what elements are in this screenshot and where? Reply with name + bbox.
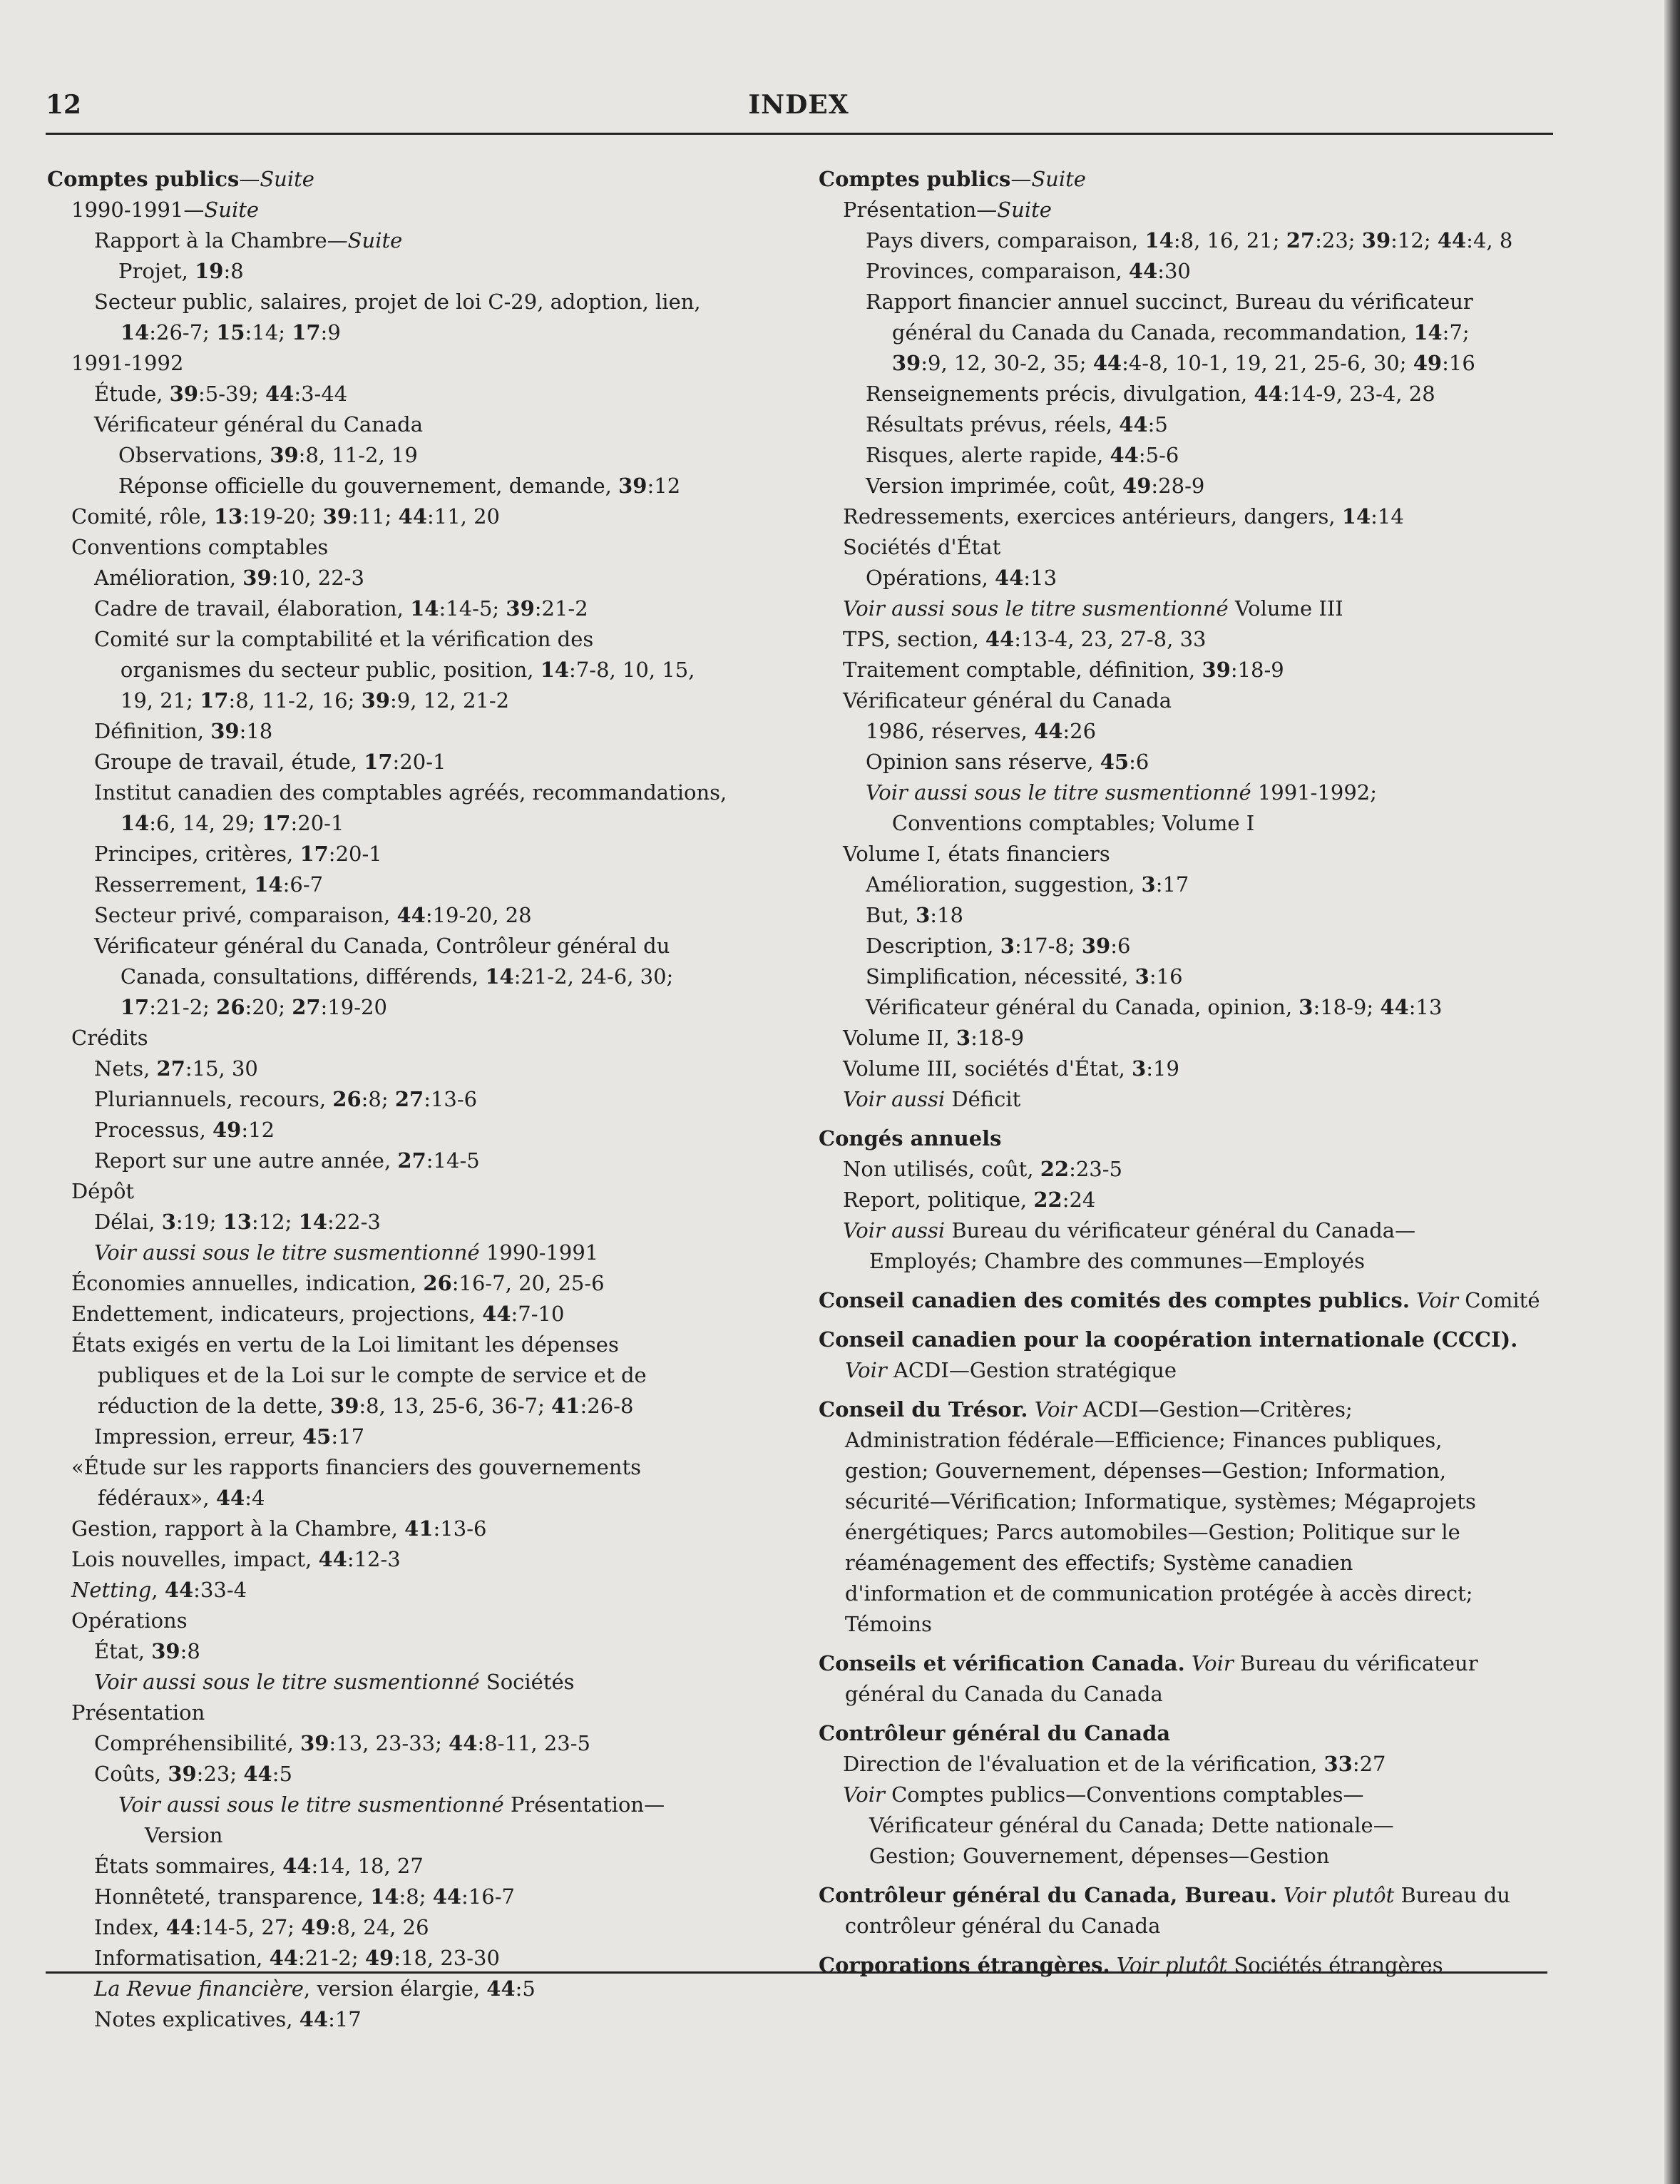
index-column-left xyxy=(47,164,785,2035)
index-entry xyxy=(47,1176,785,1207)
index-entry xyxy=(819,685,1553,716)
index-entry-text: Voir aussi sous le titre susmentionné Volume III xyxy=(843,596,1343,621)
page-number: 12 xyxy=(46,90,82,120)
index-entry xyxy=(819,563,1553,593)
index-entry-text: État, 39:8 xyxy=(94,1639,200,1663)
index-entry-text: Comptes publics—Suite xyxy=(47,167,314,191)
index-entry xyxy=(47,563,785,593)
index-entry xyxy=(819,593,1553,624)
index-entry xyxy=(47,348,785,379)
index-entry-text: Pays divers, comparaison, 14:8, 16, 21; 27:23; 39:12; 44:4, 8 xyxy=(866,228,1513,252)
index-entry xyxy=(819,1053,1553,1084)
index-entry-text: Réponse officielle du gouvernement, demande, 39:12 xyxy=(118,474,681,498)
index-entry-text: Opérations, 44:13 xyxy=(866,566,1057,590)
index-entry-text: Rapport à la Chambre—Suite xyxy=(94,228,403,252)
index-entry xyxy=(47,1238,785,1268)
index-entry-text: Observations, 39:8, 11-2, 19 xyxy=(118,443,418,467)
index-entry-text: Étude, 39:5-39; 44:3-44 xyxy=(94,382,348,406)
index-entry-text: Non utilisés, coût, 22:23-5 xyxy=(843,1157,1122,1181)
page-binding-edge xyxy=(1664,0,1680,2184)
index-entry-text: Provinces, comparaison, 44:30 xyxy=(866,259,1191,283)
index-entry xyxy=(47,1299,785,1330)
index-entry-text: 1990-1991—Suite xyxy=(71,198,260,222)
index-entry xyxy=(47,379,785,409)
index-heading xyxy=(819,1123,1553,1154)
index-entry-text: Vérificateur général du Canada xyxy=(94,412,423,437)
index-entry-text: Direction de l'évaluation et de la vérification, 33:27 xyxy=(843,1752,1386,1776)
index-entry xyxy=(47,1882,785,1912)
index-entry-text: Redressements, exercices antérieurs, dangers, 14:14 xyxy=(843,504,1404,529)
index-entry xyxy=(819,900,1553,931)
index-entry-text: Conseil canadien des comités des comptes publics. Voir Comité xyxy=(819,1288,1540,1312)
index-entry xyxy=(819,1185,1553,1215)
index-column-right xyxy=(819,164,1553,1981)
index-entry xyxy=(47,1575,785,1606)
index-entry xyxy=(819,1780,1553,1872)
index-entry-text: Volume II, 3:18-9 xyxy=(843,1026,1025,1050)
index-entry-text: Définition, 39:18 xyxy=(94,719,273,743)
index-entry xyxy=(819,716,1553,747)
index-entry xyxy=(47,1268,785,1299)
header-rule xyxy=(46,133,1553,135)
index-entry xyxy=(47,1084,785,1115)
index-entry-text: Dépôt xyxy=(71,1179,135,1203)
index-entry-text: Voir aussi sous le titre susmentionné 1991-1992; Conventions comptables; Volume I xyxy=(866,780,1378,835)
index-entry xyxy=(819,409,1553,440)
index-entry-text: Resserrement, 14:6-7 xyxy=(94,872,324,897)
index-entry-text: Rapport financier annuel succinct, Bureau du vérificateur général du Canada du Canada, recommandation, 14:7; 39:9, 12, 30-2, 35; 44:4-8, 10-1, 19, 21, 25-6, 30; 49:16 xyxy=(866,290,1475,375)
index-entry xyxy=(819,624,1553,655)
index-entry xyxy=(819,777,1553,839)
index-entry xyxy=(819,379,1553,409)
index-entry-text: Voir aussi Bureau du vérificateur général du Canada— Employés; Chambre des communes—Employés xyxy=(843,1218,1416,1273)
index-entry xyxy=(47,1452,785,1514)
index-entry xyxy=(47,1790,785,1851)
index-entry-text: Honnêteté, transparence, 14:8; 44:16-7 xyxy=(94,1884,515,1909)
index-entry xyxy=(47,440,785,471)
index-entry-text: Informatisation, 44:21-2; 49:18, 23-30 xyxy=(94,1946,500,1970)
index-heading xyxy=(819,1285,1553,1316)
index-entry xyxy=(819,747,1553,777)
index-entry-text: Principes, critères, 17:20-1 xyxy=(94,842,382,866)
index-entry xyxy=(819,440,1553,471)
index-entry-text: Endettement, indicateurs, projections, 44:7-10 xyxy=(71,1302,565,1326)
index-entry xyxy=(47,1207,785,1238)
index-entry-text: Vérificateur général du Canada, Contrôleur général du Canada, consultations, différends, 14:21-2, 24-6, 30; 17:21-2; 26:20; 27:19-20 xyxy=(94,934,674,1019)
index-entry-text: Comité sur la comptabilité et la vérification des organismes du secteur public, position, 14:7-8, 10, 15, 19, 21; 17:8, 11-2, 16; 39:9, 12, 21-2 xyxy=(94,627,695,713)
index-entry-text: Conseil du Trésor. Voir ACDI—Gestion—Critères; Administration fédérale—Efficience; Finances publiques, gestion; Gouvernement, dépenses—Gestion; Information, sécurité—Vérification; Informatique, systèmes; Mégaprojets énergétiques; Parcs automobiles—Gestion; Politique sur le réaménagement des effectifs; Système canadien d'information et de communication protégée à accès direct; Témoins xyxy=(819,1397,1476,1636)
index-entry xyxy=(47,747,785,777)
index-heading xyxy=(819,1950,1553,1981)
index-entry-text: Description, 3:17-8; 39:6 xyxy=(866,934,1131,958)
index-heading xyxy=(819,1325,1553,1386)
index-entry xyxy=(47,1636,785,1667)
index-entry-text: Vérificateur général du Canada xyxy=(843,688,1172,713)
index-entry-text: Congés annuels xyxy=(819,1126,1002,1150)
index-entry-text: Report sur une autre année, 27:14-5 xyxy=(94,1148,480,1173)
index-entry xyxy=(47,1728,785,1759)
index-entry-text: Conseils et vérification Canada. Voir Bureau du vérificateur général du Canada du Canada xyxy=(819,1651,1478,1706)
index-entry-text: Institut canadien des comptables agréés, recommandations, 14:6, 14, 29; 17:20-1 xyxy=(94,780,727,835)
index-entry xyxy=(47,256,785,287)
index-entry-text: Conseil canadien pour la coopération internationale (CCCI). Voir ACDI—Gestion stratégique xyxy=(819,1327,1518,1382)
index-entry xyxy=(819,256,1553,287)
index-entry-text: Comité, rôle, 13:19-20; 39:11; 44:11, 20 xyxy=(71,504,501,529)
index-entry-text: Vérificateur général du Canada, opinion, 3:18-9; 44:13 xyxy=(866,995,1443,1019)
index-entry-text: Version imprimée, coût, 49:28-9 xyxy=(866,474,1205,498)
index-entry-text: Contrôleur général du Canada xyxy=(819,1721,1171,1745)
index-entry xyxy=(47,1023,785,1053)
index-entry-text: Secteur public, salaires, projet de loi C-29, adoption, lien, 14:26-7; 15:14; 17:9 xyxy=(94,290,701,345)
index-heading xyxy=(819,1648,1553,1710)
index-entry xyxy=(47,777,785,839)
index-entry-text: Impression, erreur, 45:17 xyxy=(94,1424,365,1449)
index-entry xyxy=(47,900,785,931)
index-entry-text: Coûts, 39:23; 44:5 xyxy=(94,1762,292,1786)
index-entry-text: Traitement comptable, définition, 39:18-9 xyxy=(843,658,1284,682)
index-entry xyxy=(47,1514,785,1544)
index-heading xyxy=(819,1394,1553,1640)
index-entry-text: Pluriannuels, recours, 26:8; 27:13-6 xyxy=(94,1087,478,1111)
index-entry-text: Délai, 3:19; 13:12; 14:22-3 xyxy=(94,1210,381,1234)
index-entry xyxy=(47,624,785,716)
index-entry-text: États exigés en vertu de la Loi limitant les dépenses publiques et de la Loi sur le compte de service et de réduction de la dette, 39:8, 13, 25-6, 36-7; 41:26-8 xyxy=(71,1332,647,1418)
index-entry xyxy=(47,593,785,624)
index-entry-text: Volume I, états financiers xyxy=(843,842,1110,866)
index-entry xyxy=(47,287,785,348)
index-entry xyxy=(47,409,785,440)
index-entry xyxy=(47,1974,785,2004)
index-entry-text: Amélioration, suggestion, 3:17 xyxy=(866,872,1189,897)
running-head: INDEX xyxy=(748,90,849,120)
index-heading xyxy=(47,164,785,195)
index-entry-text: Comptes publics—Suite xyxy=(819,167,1086,191)
index-entry-text: Conventions comptables xyxy=(71,535,329,559)
index-entry xyxy=(47,1851,785,1882)
index-entry-text: Simplification, nécessité, 3:16 xyxy=(866,964,1183,989)
index-entry xyxy=(47,716,785,747)
index-entry-text: 1991-1992 xyxy=(71,351,184,375)
index-entry-text: Voir aussi sous le titre susmentionné Sociétés xyxy=(94,1670,575,1694)
index-entry xyxy=(819,869,1553,900)
index-entry xyxy=(819,225,1553,256)
index-entry xyxy=(47,869,785,900)
index-entry-text: Groupe de travail, étude, 17:20-1 xyxy=(94,750,446,774)
index-entry xyxy=(819,839,1553,869)
index-entry xyxy=(819,195,1553,225)
index-entry xyxy=(47,2004,785,2035)
index-entry xyxy=(47,1667,785,1698)
index-entry xyxy=(47,501,785,532)
index-entry xyxy=(47,931,785,1023)
index-entry-text: 1986, réserves, 44:26 xyxy=(866,719,1097,743)
index-entry-text: Amélioration, 39:10, 22-3 xyxy=(94,566,364,590)
index-entry-text: Voir aussi sous le titre susmentionné Présentation— Version xyxy=(118,1792,665,1847)
index-entry xyxy=(47,1698,785,1728)
index-entry xyxy=(47,1759,785,1790)
index-entry-text: But, 3:18 xyxy=(866,903,963,927)
index-entry-text: Secteur privé, comparaison, 44:19-20, 28 xyxy=(94,903,532,927)
index-entry-text: Compréhensibilité, 39:13, 23-33; 44:8-11, 23-5 xyxy=(94,1731,590,1755)
index-entry-text: Netting, 44:33-4 xyxy=(71,1578,247,1602)
index-entry xyxy=(819,1023,1553,1053)
index-heading xyxy=(819,1718,1553,1749)
index-entry-text: Projet, 19:8 xyxy=(118,259,244,283)
index-entry xyxy=(47,839,785,869)
index-entry xyxy=(47,471,785,501)
index-heading xyxy=(819,1880,1553,1941)
index-entry-text: Présentation—Suite xyxy=(843,198,1052,222)
index-entry-text: Crédits xyxy=(71,1026,148,1050)
index-entry-text: Opinion sans réserve, 45:6 xyxy=(866,750,1149,774)
index-entry xyxy=(819,287,1553,379)
index-entry xyxy=(47,1943,785,1974)
footer-rule xyxy=(46,1971,1547,1974)
index-entry-text: La Revue financière, version élargie, 44:5 xyxy=(94,1976,536,2001)
index-entry-text: Notes explicatives, 44:17 xyxy=(94,2007,362,2031)
index-entry-text: Lois nouvelles, impact, 44:12-3 xyxy=(71,1547,401,1571)
index-entry xyxy=(819,501,1553,532)
index-entry xyxy=(819,1215,1553,1277)
index-entry xyxy=(47,1330,785,1422)
index-entry-text: Économies annuelles, indication, 26:16-7, 20, 25-6 xyxy=(71,1271,605,1295)
index-entry xyxy=(47,1912,785,1943)
index-entry-text: Risques, alerte rapide, 44:5-6 xyxy=(866,443,1179,467)
index-entry-text: Renseignements précis, divulgation, 44:14-9, 23-4, 28 xyxy=(866,382,1435,406)
index-entry xyxy=(819,961,1553,992)
index-entry-text: Report, politique, 22:24 xyxy=(843,1188,1096,1212)
index-entry-text: États sommaires, 44:14, 18, 27 xyxy=(94,1854,424,1878)
index-entry-text: Sociétés d'État xyxy=(843,535,1001,559)
index-entry xyxy=(47,532,785,563)
index-entry xyxy=(819,655,1553,685)
index-entry-text: Résultats prévus, réels, 44:5 xyxy=(866,412,1168,437)
index-entry-text: TPS, section, 44:13-4, 23, 27-8, 33 xyxy=(843,627,1207,651)
index-entry xyxy=(819,992,1553,1023)
index-entry xyxy=(47,225,785,256)
index-entry xyxy=(819,931,1553,961)
index-entry xyxy=(819,1749,1553,1780)
index-entry xyxy=(819,1154,1553,1185)
index-entry-text: Voir aussi Déficit xyxy=(843,1087,1021,1111)
index-entry-text: Volume III, sociétés d'État, 3:19 xyxy=(843,1056,1179,1081)
index-entry-text: Cadre de travail, élaboration, 14:14-5; 39:21-2 xyxy=(94,596,588,621)
index-entry-text: Opérations xyxy=(71,1608,188,1633)
index-entry xyxy=(47,1053,785,1084)
index-entry xyxy=(819,532,1553,563)
index-entry xyxy=(47,1544,785,1575)
index-entry xyxy=(47,1606,785,1636)
index-entry-text: Gestion, rapport à la Chambre, 41:13-6 xyxy=(71,1516,487,1541)
index-entry xyxy=(47,195,785,225)
index-heading xyxy=(819,164,1553,195)
index-entry-text: Processus, 49:12 xyxy=(94,1118,275,1142)
index-entry-text: Index, 44:14-5, 27; 49:8, 24, 26 xyxy=(94,1915,429,1939)
index-entry-text: Nets, 27:15, 30 xyxy=(94,1056,258,1081)
index-entry-text: Voir aussi sous le titre susmentionné 1990-1991 xyxy=(94,1240,599,1265)
index-entry-text: «Étude sur les rapports financiers des gouvernements fédéraux», 44:4 xyxy=(71,1455,642,1510)
index-entry-text: Contrôleur général du Canada, Bureau. Voir plutôt Bureau du contrôleur général du Canada xyxy=(819,1883,1510,1938)
index-entry xyxy=(819,471,1553,501)
index-entry-text: Corporations étrangères. Voir plutôt Sociétés étrangères xyxy=(819,1953,1443,1977)
index-entry xyxy=(819,1084,1553,1115)
index-entry xyxy=(47,1115,785,1145)
index-entry-text: Voir Comptes publics—Conventions comptables— Vérificateur général du Canada; Dette nationale— Gestion; Gouvernement, dépenses—Gestion xyxy=(843,1782,1394,1868)
index-entry xyxy=(47,1145,785,1176)
index-entry-text: Présentation xyxy=(71,1700,205,1725)
index-entry xyxy=(47,1422,785,1452)
